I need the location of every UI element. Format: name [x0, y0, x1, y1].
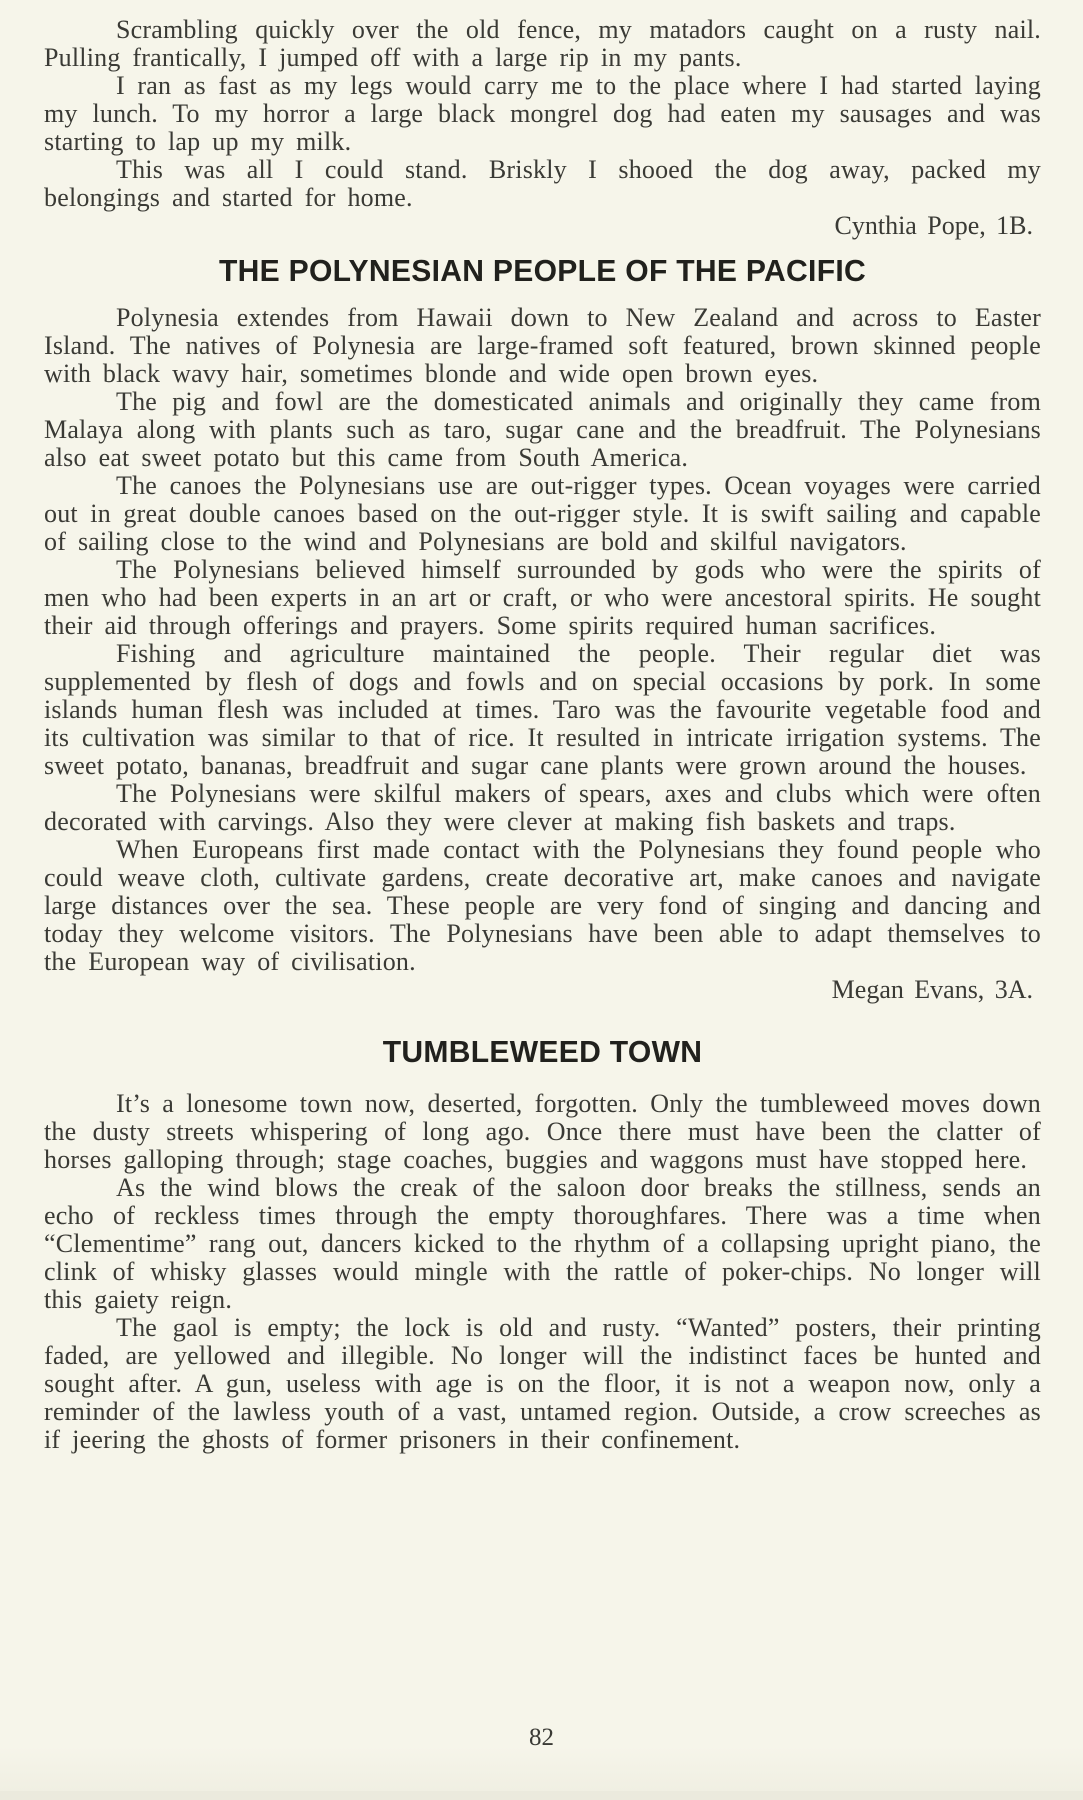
page-number: 82 — [529, 1724, 554, 1751]
story-paragraph: This was all I could stand. Briskly I shooed the dog away, packed my belongings and started for home. — [44, 155, 1041, 212]
story-untitled-continuation — [44, 16, 1041, 240]
scan-edge-shadow — [0, 1791, 1083, 1800]
story-paragraph: It’s a lonesome town now, deserted, forgotten. Only the tumbleweed moves down the dusty streets whispering of long ago. Once there must have been the clatter of horses galloping through; stage coaches, buggies and waggons must have stopped here. — [44, 1089, 1041, 1174]
author-signature: Megan Evans, 3A. — [831, 975, 1033, 1004]
story-paragraph: Polynesia extendes from Hawaii down to New Zealand and across to Easter Island. The natives of Polynesia are large-framed soft featured, brown skinned people with black wavy hair, sometimes blonde and wide open brown eyes. — [44, 303, 1041, 388]
story-title: THE POLYNESIAN PEOPLE OF THE PACIFIC — [218, 253, 867, 288]
story-paragraph: As the wind blows the creak of the saloon door breaks the stillness, sends an echo of reckless times through the empty thoroughfares. There was a time when “Clementime” rang out, dancers kicked to the rhythm of a collapsing upright piano, the clink of whisky glasses would mingle with the rattle of poker-chips. No longer will this gaiety reign. — [44, 1173, 1041, 1314]
story-paragraph: Fishing and agriculture maintained the people. Their regular diet was supplemented by flesh of dogs and fowls and on special occasions by pork. In some islands human flesh was included at times. Taro was the favourite vegetable food and its cultivation was similar to that of rice. It resulted in intricate irrigation systems. The sweet potato, bananas, breadfruit and sugar cane plants were grown around the houses. — [44, 639, 1041, 780]
story-tumbleweed-town — [44, 1036, 1041, 1454]
story-paragraph: When Europeans first made contact with the Polynesians they found people who could weave cloth, cultivate gardens, create decorative art, make canoes and navigate large distances over the sea. These people are very fond of singing and dancing and today they welcome visitors. The Polynesians have been able to adapt themselves to the European way of civilisation. — [44, 835, 1041, 976]
story-paragraph: The pig and fowl are the domesticated animals and originally they came from Malaya along with plants such as taro, sugar cane and the breadfruit. The Polynesians also eat sweet potato but this came from South America. — [44, 387, 1041, 472]
story-paragraph: The Polynesians were skilful makers of spears, axes and clubs which were often decorated with carvings. Also they were clever at making fish baskets and traps. — [44, 779, 1041, 836]
author-signature: Cynthia Pope, 1B. — [834, 211, 1033, 240]
story-paragraph: The Polynesians believed himself surrounded by gods who were the spirits of men who had been experts in an art or craft, or who were ancestoral spirits. He sought their aid through offerings and prayers. Some spirits required human sacrifices. — [44, 555, 1041, 640]
story-paragraph: The canoes the Polynesians use are out-rigger types. Ocean voyages were carried out in great double canoes based on the out-rigger style. It is swift sailing and capable of sailing close to the wind and Polynesians are bold and skilful navigators. — [44, 471, 1041, 556]
story-polynesian-people — [44, 255, 1041, 1004]
story-paragraph: Scrambling quickly over the old fence, my matadors caught on a rusty nail. Pulling frantically, I jumped off with a large rip in my pants. — [44, 15, 1041, 72]
story-paragraph: I ran as fast as my legs would carry me to the place where I had started laying my lunch. To my horror a large black mongrel dog had eaten my sausages and was starting to lap up my milk. — [44, 71, 1041, 156]
story-paragraph: The gaol is empty; the lock is old and rusty. “Wanted” posters, their printing faded, are yellowed and illegible. No longer will the indistinct faces be hunted and sought after. A gun, useless with age is on the floor, it is not a weapon now, only a reminder of the lawless youth of a vast, untamed region. Outside, a crow screeches as if jeering the ghosts of former prisoners in their confinement. — [44, 1313, 1041, 1454]
story-title: TUMBLEWEED TOWN — [382, 1034, 703, 1069]
